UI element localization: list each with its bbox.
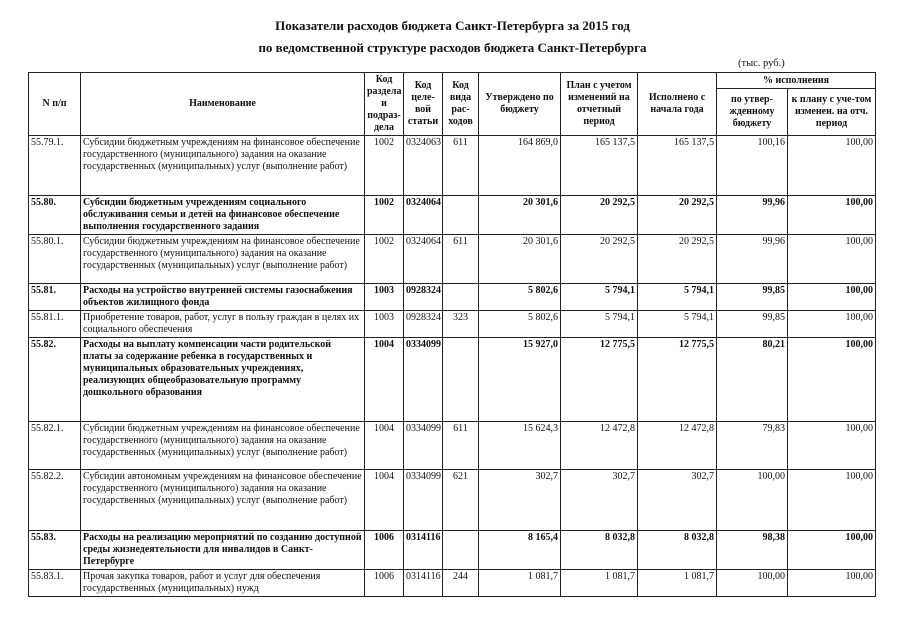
header-plan: План с учетом изменений на отчетный период: [561, 73, 638, 136]
row-vid: 621: [443, 470, 479, 531]
row-number: 55.80.: [29, 196, 81, 235]
table-row: [29, 284, 876, 311]
row-pct-utv: 100,00: [717, 470, 788, 531]
row-vid: 611: [443, 422, 479, 470]
report-subtitle: по ведомственной структуре расходов бюджета Санкт-Петербурга: [258, 40, 647, 55]
row-pct-plan: 100,00: [788, 570, 876, 597]
row-cel: 0324064: [404, 235, 443, 284]
row-pct-plan: 100,00: [788, 235, 876, 284]
row-isp: 1 081,7: [638, 570, 717, 597]
row-pct-utv: 79,83: [717, 422, 788, 470]
header-cel: Код целе-вой статьи: [404, 73, 443, 136]
row-number: 55.83.: [29, 531, 81, 570]
header-isp: Исполнено с начала года: [638, 73, 717, 136]
row-razdel: 1006: [365, 570, 404, 597]
row-isp: 302,7: [638, 470, 717, 531]
table-row: [29, 311, 876, 338]
row-plan: 1 081,7: [561, 570, 638, 597]
row-pct-utv: 80,21: [717, 338, 788, 422]
header-pct-plan: к плану с уче-том изменен. на отч. период: [788, 89, 876, 136]
row-vid: 323: [443, 311, 479, 338]
row-pct-plan: 100,00: [788, 311, 876, 338]
row-pct-utv: 99,85: [717, 284, 788, 311]
row-razdel: 1002: [365, 196, 404, 235]
table-row: [29, 570, 876, 597]
table-row: [29, 470, 876, 531]
row-name: Субсидии бюджетным учреждениям социального обслуживания семьи и детей на финансовое обеспечение выполнения государственного задания: [81, 196, 365, 235]
row-cel: 0334099: [404, 422, 443, 470]
row-utv: 15 624,3: [479, 422, 561, 470]
budget-table: [28, 72, 876, 597]
row-razdel: 1004: [365, 470, 404, 531]
row-plan: 5 794,1: [561, 311, 638, 338]
row-number: 55.79.1.: [29, 136, 81, 196]
row-plan: 12 472,8: [561, 422, 638, 470]
row-vid: [443, 531, 479, 570]
row-plan: 8 032,8: [561, 531, 638, 570]
header-pct-utv: по утвер-жденному бюджету: [717, 89, 788, 136]
row-razdel: 1003: [365, 284, 404, 311]
row-razdel: 1006: [365, 531, 404, 570]
row-utv: 1 081,7: [479, 570, 561, 597]
row-cel: 0324063: [404, 136, 443, 196]
row-vid: [443, 338, 479, 422]
row-razdel: 1003: [365, 311, 404, 338]
row-razdel: 1004: [365, 422, 404, 470]
row-utv: 15 927,0: [479, 338, 561, 422]
row-vid: 611: [443, 235, 479, 284]
row-pct-utv: 100,16: [717, 136, 788, 196]
row-utv: 5 802,6: [479, 284, 561, 311]
row-number: 55.82.: [29, 338, 81, 422]
row-isp: 20 292,5: [638, 196, 717, 235]
row-vid: [443, 284, 479, 311]
row-number: 55.80.1.: [29, 235, 81, 284]
row-utv: 20 301,6: [479, 235, 561, 284]
header-razdel: Код раздела и подраз-дела: [365, 73, 404, 136]
row-pct-utv: 98,38: [717, 531, 788, 570]
row-cel: 0334099: [404, 470, 443, 531]
row-pct-plan: 100,00: [788, 338, 876, 422]
row-cel: 0928324: [404, 311, 443, 338]
row-plan: 302,7: [561, 470, 638, 531]
row-pct-utv: 99,96: [717, 235, 788, 284]
row-isp: 12 775,5: [638, 338, 717, 422]
row-plan: 20 292,5: [561, 196, 638, 235]
header-utv: Утверждено по бюджету: [479, 73, 561, 136]
row-name: Субсидии автономным учреждениям на финансовое обеспечение государственного (муниципального) задания на оказание государственных (муниципальных) услуг (выполнение работ): [81, 470, 365, 531]
row-isp: 8 032,8: [638, 531, 717, 570]
row-isp: 5 794,1: [638, 284, 717, 311]
row-cel: 0928324: [404, 284, 443, 311]
table-row: [29, 338, 876, 422]
row-vid: 244: [443, 570, 479, 597]
report-title: Показатели расходов бюджета Санкт-Петербурга за 2015 год: [275, 18, 630, 33]
row-vid: [443, 196, 479, 235]
row-cel: 0314116: [404, 531, 443, 570]
row-number: 55.83.1.: [29, 570, 81, 597]
row-number: 55.81.1.: [29, 311, 81, 338]
row-isp: 12 472,8: [638, 422, 717, 470]
row-number: 55.82.2.: [29, 470, 81, 531]
row-isp: 20 292,5: [638, 235, 717, 284]
row-pct-plan: 100,00: [788, 422, 876, 470]
table-row: [29, 136, 876, 196]
row-isp: 5 794,1: [638, 311, 717, 338]
row-utv: 20 301,6: [479, 196, 561, 235]
row-pct-utv: 99,85: [717, 311, 788, 338]
header-vid: Код вида рас-ходов: [443, 73, 479, 136]
row-pct-utv: 99,96: [717, 196, 788, 235]
header-num: N п/п: [29, 73, 81, 136]
row-razdel: 1002: [365, 136, 404, 196]
row-name: Субсидии бюджетным учреждениям на финансовое обеспечение государственного (муниципального) задания на оказание государственных (муниципальных) услуг (выполнение работ): [81, 136, 365, 196]
row-cel: 0334099: [404, 338, 443, 422]
row-plan: 20 292,5: [561, 235, 638, 284]
row-pct-plan: 100,00: [788, 470, 876, 531]
row-cel: 0324064: [404, 196, 443, 235]
row-plan: 165 137,5: [561, 136, 638, 196]
row-plan: 12 775,5: [561, 338, 638, 422]
row-vid: 611: [443, 136, 479, 196]
row-pct-utv: 100,00: [717, 570, 788, 597]
row-name: Расходы на выплату компенсации части родительской платы за содержание ребенка в государственных и муниципальных образовательных учреждениях, реализующих общеобразовательную программу дошкольного образования: [81, 338, 365, 422]
row-razdel: 1002: [365, 235, 404, 284]
row-number: 55.81.: [29, 284, 81, 311]
row-razdel: 1004: [365, 338, 404, 422]
header-pct-group: % исполнения: [717, 73, 876, 89]
row-utv: 164 869,0: [479, 136, 561, 196]
row-pct-plan: 100,00: [788, 136, 876, 196]
row-name: Прочая закупка товаров, работ и услуг для обеспечения государственных (муниципальных) нужд: [81, 570, 365, 597]
row-isp: 165 137,5: [638, 136, 717, 196]
row-cel: 0314116: [404, 570, 443, 597]
row-pct-plan: 100,00: [788, 284, 876, 311]
row-utv: 8 165,4: [479, 531, 561, 570]
row-pct-plan: 100,00: [788, 531, 876, 570]
row-utv: 302,7: [479, 470, 561, 531]
table-body: [29, 136, 876, 597]
row-name: Расходы на устройство внутренней системы газоснабжения объектов жилищного фонда: [81, 284, 365, 311]
row-plan: 5 794,1: [561, 284, 638, 311]
row-utv: 5 802,6: [479, 311, 561, 338]
table-row: [29, 422, 876, 470]
row-number: 55.82.1.: [29, 422, 81, 470]
header-name: Наименование: [81, 73, 365, 136]
row-pct-plan: 100,00: [788, 196, 876, 235]
row-name: Субсидии бюджетным учреждениям на финансовое обеспечение государственного (муниципального) задания на оказание государственных (муниципальных) услуг (выполнение работ): [81, 235, 365, 284]
row-name: Расходы на реализацию мероприятий по созданию доступной среды жизнедеятельности для инвалидов в Санкт-Петербурге: [81, 531, 365, 570]
row-name: Приобретение товаров, работ, услуг в пользу граждан в целях их социального обеспечения: [81, 311, 365, 338]
unit-label: (тыс. руб.): [738, 58, 785, 69]
table-row: [29, 196, 876, 235]
table-row: [29, 235, 876, 284]
row-name: Субсидии бюджетным учреждениям на финансовое обеспечение государственного (муниципального) задания на оказание государственных (муниципальных) услуг (выполнение работ): [81, 422, 365, 470]
table-row: [29, 531, 876, 570]
